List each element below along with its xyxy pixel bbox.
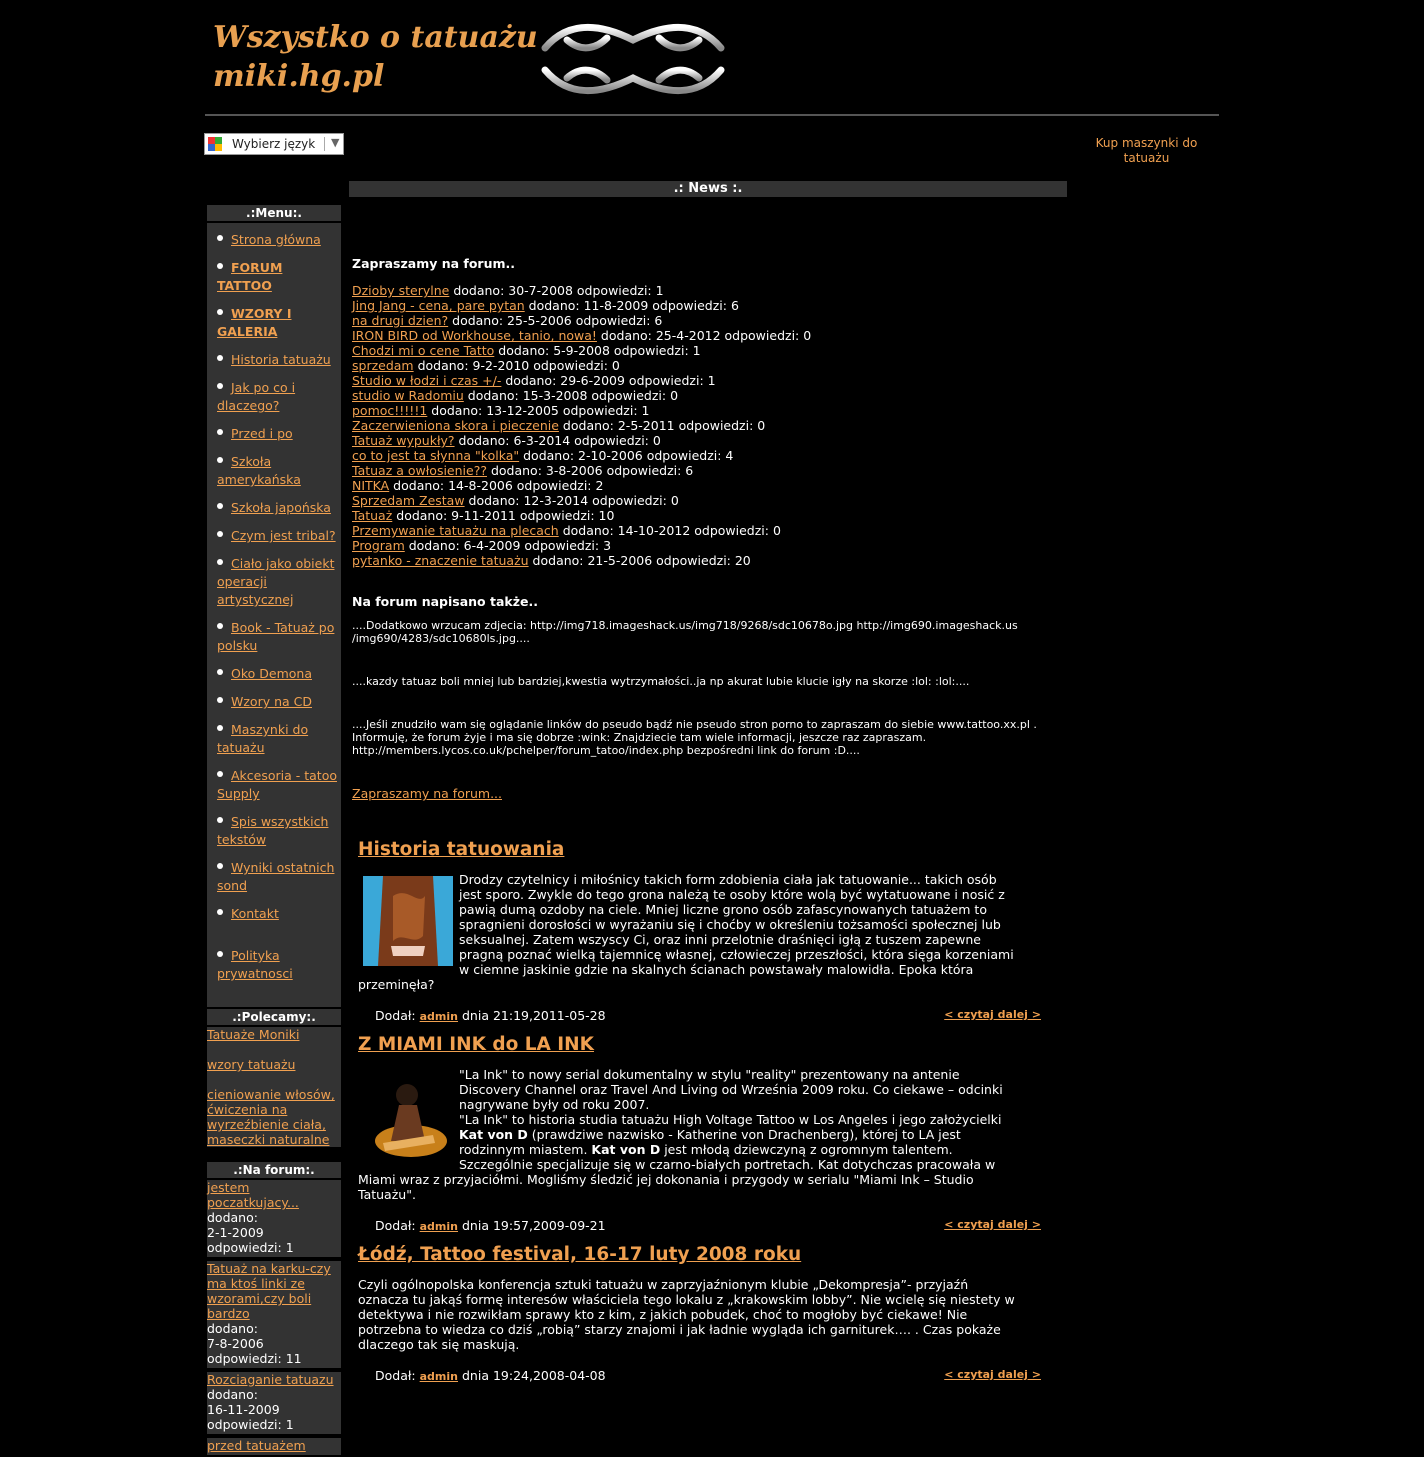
na-forum-item [207, 1261, 341, 1370]
forum-item-date: 7-8-2006 [207, 1336, 264, 1351]
bullet-icon [217, 725, 223, 731]
forum-item-added-label: dodano: [207, 1210, 258, 1225]
forum-topic-link[interactable]: na drugi dzien? [352, 313, 449, 328]
forum-topic-row [352, 328, 1064, 343]
forum-also-heading: Na forum napisano także.. [352, 594, 538, 609]
menu-item-link[interactable]: Czym jest tribal? [231, 528, 336, 543]
polecamy-link[interactable]: wzory tatuażu [207, 1057, 296, 1072]
dropdown-arrow-icon: ▼ [331, 136, 340, 149]
forum-topic-meta: dodano: 2-10-2006 odpowiedzi: 4 [519, 448, 734, 463]
read-more-link[interactable]: < czytaj dalej > [944, 1368, 1041, 1381]
bullet-icon [217, 909, 223, 915]
forum-item-link[interactable]: przed tatuażem [207, 1438, 306, 1453]
bullet-icon [217, 559, 223, 565]
google-icon [208, 137, 222, 151]
forum-item-replies: odpowiedzi: 1 [207, 1417, 294, 1432]
bullet-icon [217, 457, 223, 463]
menu-item[interactable] [217, 305, 339, 341]
forum-topic-link[interactable]: NITKA [352, 478, 390, 493]
menu-item-link[interactable]: Spis wszystkich tekstów [217, 814, 329, 847]
bullet-icon [217, 863, 223, 869]
buy-machines-link[interactable]: Kup maszynki do tatuażu [1095, 136, 1198, 165]
forum-topic-list [352, 283, 1064, 568]
forum-item-replies: odpowiedzi: 11 [207, 1351, 302, 1366]
menu-item-link[interactable]: Book - Tatuaż po polsku [217, 620, 335, 653]
select-divider [324, 137, 325, 151]
menu-item-link[interactable]: Historia tatuażu [231, 352, 331, 367]
bullet-icon [217, 697, 223, 703]
bullet-icon [217, 771, 223, 777]
article-body [358, 872, 1022, 992]
article-footer [358, 1364, 1041, 1386]
article-text: Drodzy czytelnicy i miłośnicy takich form zdobienia ciała jak tatuowanie... takich osób jest sporo. Zwykle do tego grona należą te osoby które wolą być wytatuowane i nosić z pawią dumą ozdoby na ciele. Mniej liczne grono osób zafascynowanych tatuażem to spragnieni dorosłości w wyrażaniu się i choćby w określeniu tożsamości społecznej lub seksualnej. Zatem wszyscy Ci, oraz inni przelotnie draśnięci igłą z tuszem zapewne pragną poznać wielką tajemnicę własnej, człowieczej przeszłości, która sięga korzeniami w ciemne jaskinie gdzie na skalnych ścianach powstawały malowidła. Epoka która przeminęła? [358, 872, 1014, 992]
forum-topic-link[interactable]: Chodzi mi o cene Tatto [352, 343, 495, 358]
site-logo-text[interactable] [213, 18, 538, 96]
article-body [358, 1067, 1022, 1202]
forum-topic-link[interactable]: sprzedam [352, 358, 414, 373]
article-title[interactable]: Łódź, Tattoo festival, 16-17 luty 2008 roku [358, 1244, 802, 1265]
forum-topic-link[interactable]: Dzioby sterylne [352, 283, 450, 298]
header-divider [205, 114, 1219, 116]
menu-item-link[interactable]: WZORY I GALERIA [217, 306, 292, 339]
read-more-link[interactable]: < czytaj dalej > [944, 1008, 1041, 1021]
forum-topic-link[interactable]: Tatuaż [352, 508, 393, 523]
added-by-label: Dodał: [375, 1008, 416, 1023]
site-title: Wszystko o tatuażu [213, 20, 538, 55]
forum-item-added-label: dodano: [207, 1321, 258, 1336]
menu-item-link[interactable]: Szkoła japońska [231, 500, 331, 515]
main-menu [207, 223, 341, 1007]
read-more-link[interactable]: < czytaj dalej > [944, 1218, 1041, 1231]
menu-item[interactable] [217, 721, 339, 757]
forum-item-link[interactable]: Rozciaganie tatuazu [207, 1372, 334, 1387]
article [352, 1244, 1064, 1386]
forum-topic-row [352, 388, 1064, 403]
article-date: dnia 19:24,2008-04-08 [461, 1368, 606, 1383]
article-date: dnia 21:19,2011-05-28 [461, 1008, 606, 1023]
forum-invite-link[interactable]: Zapraszamy na forum... [352, 786, 502, 801]
forum-topic-row [352, 418, 1064, 433]
forum-topic-row [352, 358, 1064, 373]
forum-item-date: 16-11-2009 [207, 1402, 280, 1417]
menu-item[interactable] [217, 813, 339, 849]
forum-topic-link[interactable]: co to jest ta słynna "kolka" [352, 448, 520, 463]
news-header: .: News :. [349, 181, 1067, 197]
article-meta [375, 1218, 606, 1233]
forum-topic-meta: dodano: 3-8-2006 odpowiedzi: 6 [486, 463, 694, 478]
forum-invite-heading: Zapraszamy na forum.. [352, 256, 516, 271]
article-text: (prawdziwe nazwisko - Katherine von Drachenberg), której to LA jest rodzinnym miastem. [459, 1127, 961, 1157]
menu-heading: .:Menu:. [207, 205, 341, 221]
added-by-label: Dodał: [375, 1218, 416, 1233]
na-forum-item [207, 1180, 341, 1259]
forum-item-link[interactable]: jestem poczatkujacy... [207, 1180, 299, 1210]
menu-item[interactable] [217, 767, 339, 803]
article-text: "La Ink" to historia studia tatuażu High Voltage Tattoo w Los Angeles i jego założycielki [459, 1112, 1002, 1127]
menu-item-link[interactable]: Polityka prywatnosci [217, 948, 293, 981]
article-thumbnail-tattoo-back[interactable] [363, 876, 453, 966]
menu-item-link[interactable]: Szkoła amerykańska [217, 454, 301, 487]
article-footer [358, 1214, 1041, 1236]
forum-topic-row [352, 313, 1064, 328]
menu-item[interactable] [217, 947, 339, 983]
forum-topic-meta: dodano: 25-5-2006 odpowiedzi: 6 [448, 313, 663, 328]
forum-topic-link[interactable]: Przemywanie tatuażu na plecach [352, 523, 559, 538]
forum-topic-link[interactable]: studio w Radomiu [352, 388, 464, 403]
forum-topic-meta: dodano: 6-3-2014 odpowiedzi: 0 [454, 433, 661, 448]
left-sidebar [207, 205, 341, 1457]
bullet-icon [217, 531, 223, 537]
forum-snippet: ....Dodatkowo wrzucam zdjecia: http://img718.imageshack.us/img718/9268/sdc10678o.jpg http://img690.imageshack.us /img690/4283/sdc10680ls.jpg.... [352, 619, 1018, 645]
forum-topic-row [352, 403, 1064, 418]
article [352, 1034, 1064, 1236]
forum-topic-row [352, 508, 1064, 523]
forum-topic-link[interactable]: pytanko - znaczenie tatuażu [352, 553, 529, 568]
forum-topic-meta: dodano: 25-4-2012 odpowiedzi: 0 [596, 328, 812, 343]
author-link[interactable]: admin [419, 1370, 458, 1383]
forum-topic-row [352, 283, 1064, 298]
bullet-icon [217, 263, 223, 269]
forum-item-date: 2-1-2009 [207, 1225, 264, 1240]
forum-snippet: ....Jeśli znudziło wam się oglądanie linków do pseudo bądź nie pseudo stron porno to zapraszam do siebie www.tattoo.xx.pl . Informuję, że forum żyje i ma się dobrze :wink: Znajdziecie tam wiele informacji, jeszcze raz zapraszam. http://members.lycos.co.uk/pchelper/forum_tatoo/index.php bezpośredni link do forum :D.... [352, 718, 1037, 757]
author-link[interactable]: admin [419, 1220, 458, 1233]
polecamy-link[interactable]: cieniowanie włosów, ćwiczenia na wyrzeźbienie ciała, maseczki naturalne [207, 1087, 335, 1147]
menu-item-link[interactable]: Jak po co i dlaczego? [217, 380, 296, 413]
menu-item[interactable] [217, 379, 339, 415]
menu-item[interactable] [217, 619, 339, 655]
forum-topic-meta: dodano: 2-5-2011 odpowiedzi: 0 [558, 418, 766, 433]
bullet-icon [217, 817, 223, 823]
forum-item-added-label: dodano: [207, 1387, 258, 1402]
menu-item[interactable] [217, 665, 339, 683]
forum-topic-meta: dodano: 14-10-2012 odpowiedzi: 0 [558, 523, 781, 538]
article-bold-name: Kat von D [591, 1142, 661, 1157]
menu-item[interactable] [217, 555, 339, 609]
language-select[interactable] [204, 133, 344, 155]
polecamy-list [207, 1027, 341, 1147]
menu-item-link[interactable]: FORUM TATTOO [217, 260, 283, 293]
article-meta [375, 1368, 606, 1383]
na-forum-item [207, 1372, 341, 1436]
forum-topic-row [352, 523, 1064, 538]
forum-topic-row [352, 493, 1064, 508]
forum-topic-row [352, 433, 1064, 448]
bullet-icon [217, 309, 223, 315]
forum-topic-meta: dodano: 9-11-2011 odpowiedzi: 10 [392, 508, 615, 523]
article-text: jest młodą dziewczyną z ogromnym talentem. Szczególnie specjalizuje się w czarno-białych portretach. Kat dotychczas pracowała w Miami wraz z przyjaciółmi. Mogliśmy śledzić jej dokonania i przygody w serialu "Miami Ink – Studio Tatuażu". [358, 1142, 996, 1202]
main-content [352, 250, 1064, 1386]
bullet-icon [217, 429, 223, 435]
forum-topic-meta: dodano: 5-9-2008 odpowiedzi: 1 [494, 343, 701, 358]
menu-item[interactable] [217, 859, 339, 895]
forum-topic-row [352, 298, 1064, 313]
forum-topic-meta: dodano: 21-5-2006 odpowiedzi: 20 [528, 553, 751, 568]
forum-topic-link[interactable]: pomoc!!!!!1 [352, 403, 428, 418]
forum-topic-row [352, 463, 1064, 478]
article-body [358, 1277, 1022, 1352]
forum-topic-meta: dodano: 6-4-2009 odpowiedzi: 3 [404, 538, 612, 553]
article-thumbnail-kat-von-d[interactable] [363, 1071, 453, 1161]
article-title[interactable]: Historia tatuowania [358, 839, 565, 860]
menu-item[interactable] [217, 527, 339, 545]
menu-item-link[interactable]: Wyniki ostatnich sond [217, 860, 335, 893]
menu-item[interactable] [217, 693, 339, 711]
forum-topic-link[interactable]: Tatuaż wypukły? [352, 433, 455, 448]
menu-item-link[interactable]: Oko Demona [231, 666, 312, 681]
bullet-icon [217, 951, 223, 957]
author-link[interactable]: admin [419, 1010, 458, 1023]
bullet-icon [217, 669, 223, 675]
bullet-icon [217, 623, 223, 629]
menu-item[interactable] [217, 351, 339, 369]
menu-item[interactable] [217, 425, 339, 443]
forum-topic-meta: dodano: 30-7-2008 odpowiedzi: 1 [449, 283, 664, 298]
article-bold-name: Kat von D [459, 1127, 528, 1142]
forum-topic-meta: dodano: 13-12-2005 odpowiedzi: 1 [427, 403, 650, 418]
na-forum-heading: .:Na forum:. [207, 1162, 341, 1178]
forum-topic-row [352, 478, 1064, 493]
forum-topic-link[interactable]: IRON BIRD od Workhouse, tanio, nowa! [352, 328, 597, 343]
forum-topic-meta: dodano: 11-8-2009 odpowiedzi: 6 [524, 298, 739, 313]
menu-item-link[interactable]: Strona główna [231, 232, 321, 247]
menu-item[interactable] [217, 259, 339, 295]
bullet-icon [217, 355, 223, 361]
forum-topic-row [352, 373, 1064, 388]
forum-topic-row [352, 538, 1064, 553]
article-date: dnia 19:57,2009-09-21 [461, 1218, 606, 1233]
menu-item-link[interactable]: Akcesoria - tatoo Supply [217, 768, 337, 801]
menu-item-link[interactable]: Kontakt [231, 906, 279, 921]
article-meta [375, 1008, 606, 1023]
forum-item-link[interactable]: Tatuaż na karku-czy ma ktoś linki ze wzorami,czy boli bardzo [207, 1261, 331, 1321]
article [352, 839, 1064, 1026]
menu-spacer [217, 933, 339, 947]
forum-topic-link[interactable]: Tatuaz a owłosienie?? [352, 463, 487, 478]
forum-topic-link[interactable]: Jing Jang - cena, pare pytan [352, 298, 525, 313]
menu-item[interactable] [217, 453, 339, 489]
forum-topic-meta: dodano: 14-8-2006 odpowiedzi: 2 [389, 478, 604, 493]
menu-item-link[interactable]: Ciało jako obiekt operacji artystycznej [217, 556, 335, 607]
na-forum-item [207, 1438, 341, 1457]
forum-topic-row [352, 448, 1064, 463]
article-text: Czyli ogólnopolska konferencja sztuki tatuażu w zaprzyjaźnionym klubie „Dekompresja”- przyjaźń oznacza tu jakąś formę interesów właściciela tego lokalu z „krakowskim lobby”. Nie wcielę się niestety w detektywa i nie rozwikłam sprawy kto z kim, z jakich pobudek, choć to mogłoby być ciekawe! Nie potrzebna to wiedza co dziś „robią” starzy znajomi i jak ładnie wygląda ich garniturek…. . Czas pokaże dlaczego tak się maskują. [358, 1277, 1015, 1352]
forum-topic-meta: dodano: 15-3-2008 odpowiedzi: 0 [463, 388, 679, 403]
menu-item-link[interactable]: Maszynki do tatuażu [217, 722, 309, 755]
article-footer [358, 1004, 1041, 1026]
menu-item[interactable] [217, 905, 339, 923]
menu-item-link[interactable]: Wzory na CD [231, 694, 312, 709]
added-by-label: Dodał: [375, 1368, 416, 1383]
forum-topic-link[interactable]: Studio w łodzi i czas +/- [352, 373, 502, 388]
forum-topic-meta: dodano: 9-2-2010 odpowiedzi: 0 [413, 358, 620, 373]
article-text: "La Ink" to nowy serial dokumentalny w stylu "reality" prezentowany na antenie Discovery Channel oraz Travel And Living od Września 2009 roku. Co ciekawe – odcinki nagrywane były od roku 2007. [459, 1067, 1003, 1112]
tribal-logo-icon [537, 18, 729, 100]
language-select-label: Wybierz język [232, 137, 316, 151]
bullet-icon [217, 383, 223, 389]
forum-topic-link[interactable]: Program [352, 538, 405, 553]
forum-snippet: ....kazdy tatuaz boli mniej lub bardziej,kwestia wytrzymałości..ja np akurat lubie klucie igły na skorze :lol: :lol:.... [352, 675, 970, 688]
forum-topic-row [352, 553, 1064, 568]
forum-topic-meta: dodano: 12-3-2014 odpowiedzi: 0 [464, 493, 679, 508]
bullet-icon [217, 503, 223, 509]
menu-item-link[interactable]: Przed i po [231, 426, 293, 441]
article-title[interactable]: Z MIAMI INK do LA INK [358, 1034, 594, 1055]
menu-item[interactable] [217, 499, 339, 517]
menu-item[interactable] [217, 231, 339, 249]
bullet-icon [217, 235, 223, 241]
polecamy-heading: .:Polecamy:. [207, 1009, 341, 1025]
forum-topic-link[interactable]: Sprzedam Zestaw [352, 493, 465, 508]
forum-topic-meta: dodano: 29-6-2009 odpowiedzi: 1 [501, 373, 716, 388]
forum-topic-row [352, 343, 1064, 358]
polecamy-link[interactable]: Tatuaże Moniki [207, 1027, 300, 1042]
forum-topic-link[interactable]: Zaczerwieniona skora i pieczenie [352, 418, 559, 433]
site-domain: miki.hg.pl [213, 59, 385, 94]
forum-item-replies: odpowiedzi: 1 [207, 1240, 294, 1255]
